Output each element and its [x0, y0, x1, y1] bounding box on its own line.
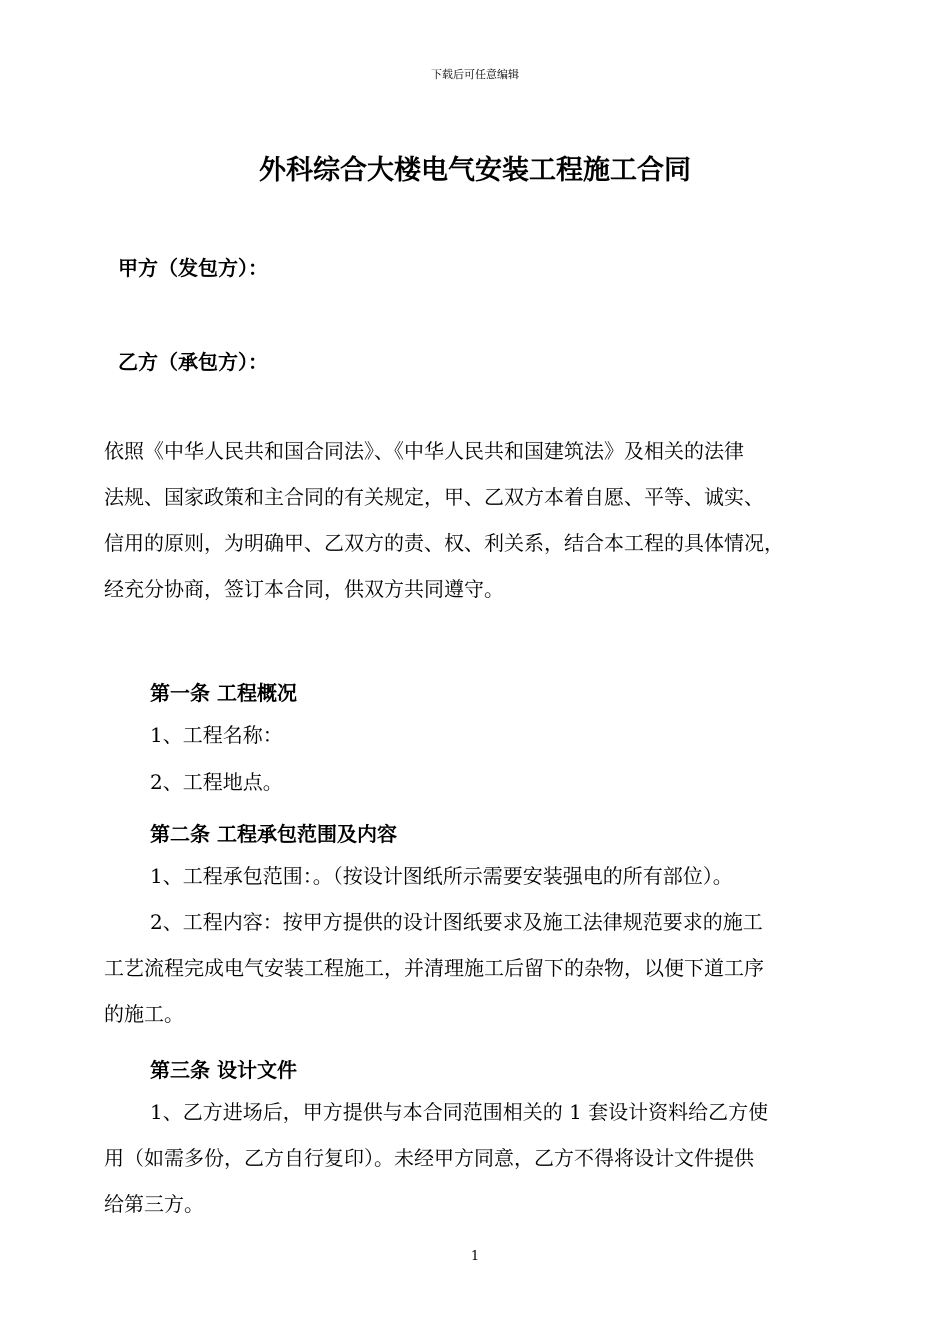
article-2-item-2 [104, 899, 884, 1037]
article-1-item-1: 1、工程名称： [150, 723, 283, 747]
article-3-item-1-line: 用（如需多份，乙方自行复印）。未经甲方同意，乙方不得将设计文件提供 [104, 1146, 754, 1170]
article-3-item-1-line: 给第三方。 [104, 1192, 204, 1216]
article-2-item-2-line: 2、工程内容：按甲方提供的设计图纸要求及施工法律规范要求的施工 [150, 910, 763, 934]
party-a-label: 甲方（发包方）： [118, 256, 268, 280]
article-1-heading: 第一条 工程概况 [150, 681, 297, 705]
article-2-item-1: 1、工程承包范围：。（按设计图纸所示需要安装强电的所有部位）。 [150, 864, 733, 888]
intro-line: 经充分协商，签订本合同，供双方共同遵守。 [104, 577, 504, 601]
article-3-heading: 第三条 设计文件 [150, 1058, 297, 1082]
article-3-item-1 [104, 1089, 884, 1227]
intro-paragraph [104, 428, 884, 612]
article-2-heading: 第二条 工程承包范围及内容 [150, 822, 397, 846]
party-b-label: 乙方（承包方）： [118, 350, 268, 374]
article-3-item-1-line: 1、乙方进场后，甲方提供与本合同范围相关的 1 套设计资料给乙方使 [150, 1100, 769, 1124]
article-2-item-2-line: 的施工。 [104, 1002, 184, 1026]
article-1-item-2: 2、工程地点。 [150, 770, 283, 794]
page-header-note: 下载后可任意编辑 [431, 68, 519, 81]
document-title: 外科综合大楼电气安装工程施工合同 [259, 155, 691, 186]
page-number: 1 [470, 1249, 480, 1264]
intro-line: 法规、国家政策和主合同的有关规定，甲、乙双方本着自愿、平等、诚实、 [104, 485, 764, 509]
article-2-item-2-line: 工艺流程完成电气安装工程施工，并清理施工后留下的杂物，以便下道工序 [104, 956, 764, 980]
intro-line: 依照《中华人民共和国合同法》、《中华人民共和国建筑法》及相关的法律 [104, 439, 744, 463]
intro-line: 信用的原则，为明确甲、乙双方的责、权、利关系，结合本工程的具体情况， [104, 531, 784, 555]
